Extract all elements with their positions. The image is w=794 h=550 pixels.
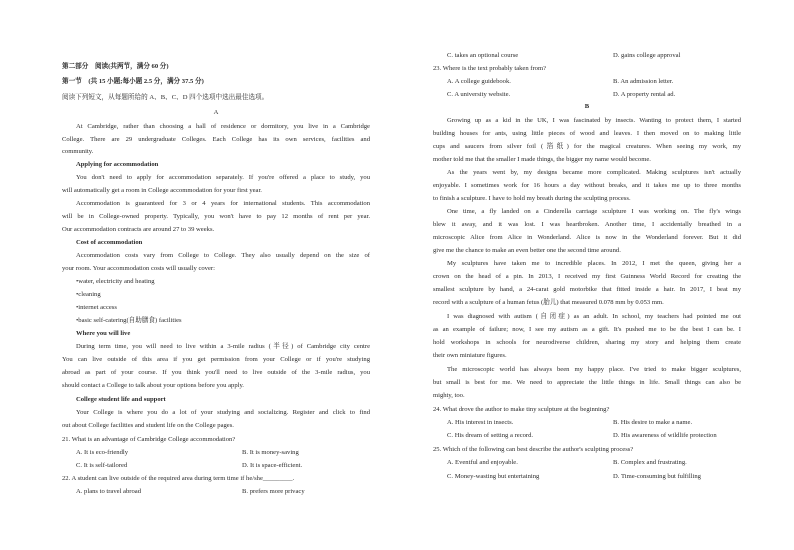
- bullet-item: •basic self-catering(自助膳食) facilities: [76, 317, 182, 324]
- q21-option-a: A. It is eco-friendly: [76, 449, 128, 456]
- passage-line: blew it away, and it was lost. I was heartbroken. Another time, I accidentally breathed in a: [433, 221, 741, 228]
- passage-line: to finish a sculpture. I have to hold my breath during the sculpting process.: [433, 195, 631, 202]
- passage-line: During term time, you will need to live within a 3-mile radius (半径) of Cambridge city centre: [76, 343, 370, 350]
- passage-line: record with a sculpture of a human fetus (胎儿) that measured 0.078 mm by 0.053 mm.: [433, 299, 664, 306]
- passage-line: mighty, too.: [433, 392, 465, 399]
- passage-line: out about College facilities and student life on the College pages.: [62, 422, 234, 429]
- passage-line: Accommodation is guaranteed for 3 or 4 years for international students. This accommodation: [76, 200, 370, 207]
- q25-option-d: D. Time-consuming but fulfilling: [613, 473, 701, 480]
- q24-option-a: A. His interest in insects.: [447, 419, 514, 426]
- q23-option-d: D. A property rental ad.: [613, 91, 676, 98]
- passage-line: One time, a fly landed on a Cinderella carriage sculpture I was working on. The fly's wings: [447, 208, 741, 215]
- passage-line: microscopic Alice from Alice in Wonderland. Alice is now in the Wonderland forever. But it did: [433, 234, 741, 241]
- passage-line: their own miniature figures.: [433, 352, 507, 359]
- instruction: 阅读下列短文，从每题所给的 A、B、C、D 四个选项中选出最佳选项。: [62, 94, 269, 101]
- passage-line: as an example of failure; now, I see my autism as a gift. It's pushed me to be the best I can be. I: [433, 326, 741, 333]
- passage-line: College. There are 29 undergraduate Colleges. Each College has its own services, facilities and: [62, 136, 370, 143]
- q24-option-c: C. His dream of setting a record.: [447, 432, 534, 439]
- q22-option-d: D. gains college approval: [613, 52, 681, 59]
- passage-line: smallest sculpture by hand, a 24-carat gold motorbike that fitted inside a hair. In 2017, I beat my: [433, 286, 741, 293]
- bullet-item: •internet access: [76, 304, 117, 311]
- q21-option-d: D. It is space-efficient.: [242, 462, 303, 469]
- question-21: 21. What is an advantage of Cambridge College accommodation?: [62, 436, 236, 443]
- question-23: 23. Where is the text probably taken from?: [433, 65, 547, 72]
- passage-line: give me the chance to make an even better one the second time around.: [433, 247, 621, 254]
- q22-option-c: C. takes an optional course: [447, 52, 519, 59]
- passage-line: Growing up as a kid in the UK, I was fascinated by insects. Wanting to protect them, I started: [447, 117, 741, 124]
- part-header: 第一节 (共 15 小题;每小题 2.5 分，满分 37.5 分): [62, 78, 204, 85]
- passage-line: but small is best for me. We need to appreciate the little things in life. Small things can also be: [433, 379, 741, 386]
- q21-option-b: B. It is money-saving: [242, 449, 299, 456]
- q22-option-b: B. prefers more privacy: [242, 488, 305, 495]
- passage-line: Our accommodation contracts are around 27 to 39 weeks.: [62, 226, 215, 233]
- passage-line: You don't need to apply for accommodation separately. If you're offered a place to study, you: [76, 174, 370, 181]
- q23-option-a: A. A college guidebook.: [447, 78, 511, 85]
- passage-line: I was diagnosed with autism (自闭症) as an adult. In school, my teachers had pointed me out: [447, 313, 741, 320]
- passage-line: enjoyable. I sometimes work for 16 hours a day without breaks, and it takes me up to three months: [433, 182, 741, 189]
- q25-option-b: B. Complex and frustrating.: [613, 459, 687, 466]
- passage-line: abroad as part of your course. If you think you'll need to live outside of the 3-mile radius, you: [62, 369, 370, 376]
- question-22: 22. A student can live outside of the required area during term time if he/she_________.: [62, 475, 295, 482]
- passage-line: hold workshops in schools for neurodiverse children, sharing my story and helping them create: [433, 339, 741, 346]
- passage-line: Accommodation costs vary from College to College. They also usually depend on the size of: [76, 252, 370, 259]
- q24-option-d: D. His awareness of wildlife protection: [613, 432, 717, 439]
- passage-line: crown on the head of a pin. In 2013, I received my first Guinness World Record for creating the: [433, 273, 741, 280]
- question-25: 25. Which of the following can best describe the author's sculpting process?: [433, 446, 634, 453]
- passage-line: My sculptures have taken me to incredible places. In 2012, I met the queen, giving her a: [447, 260, 741, 267]
- q25-option-c: C. Money-wasting but entertaining: [447, 473, 540, 480]
- passage-b-label: B: [584, 103, 590, 110]
- q23-option-b: B. An admission letter.: [613, 78, 674, 85]
- bullet-item: •cleaning: [76, 291, 101, 298]
- passage-line: You can live outside of this area if you get permission from your College or if you're studying: [62, 356, 370, 363]
- passage-line: will automatically get a room in College accommodation for your first year.: [62, 187, 262, 194]
- heading-cost: Cost of accommodation: [76, 239, 143, 246]
- question-24: 24. What drove the author to make tiny sculpture at the beginning?: [433, 406, 610, 413]
- passage-line: At Cambridge, rather than choosing a hall of residence or dormitory, you live in a Cambridge: [76, 123, 370, 130]
- q22-option-a: A. plans to travel abroad: [76, 488, 142, 495]
- q25-option-a: A. Eventful and enjoyable.: [447, 459, 518, 466]
- passage-line: community.: [62, 148, 94, 155]
- passage-line: your room. Your accommodation costs will usually cover:: [62, 265, 215, 272]
- passage-line: As the years went by, my designs became more complicated. Making sculptures isn't actually: [447, 169, 741, 176]
- passage-line: building houses for ants, using little pieces of wood and leaves. I then moved on to making little: [433, 130, 741, 137]
- heading-applying: Applying for accommodation: [76, 161, 159, 168]
- section-header: 第二部分 阅读(共两节，满分 60 分): [62, 63, 169, 70]
- passage-line: will be in College-owned property. Typically, you won't have to pay 12 months of rent per year.: [62, 213, 370, 220]
- heading-where: Where you will live: [76, 330, 131, 337]
- passage-line: The microscopic world has always been my happy place. I've tried to make bigger sculptures,: [447, 366, 741, 373]
- bullet-item: •water, electricity and heating: [76, 278, 155, 285]
- passage-line: should contact a College to talk about your options before you apply.: [62, 382, 244, 389]
- passage-line: cups and saucers from silver foil (箔纸) for the magical creatures. When seeing my work, my: [433, 143, 741, 150]
- q24-option-b: B. His desire to make a name.: [613, 419, 693, 426]
- heading-student-life: College student life and support: [76, 396, 166, 403]
- passage-line: mother told me that the smaller I made things, the bigger my name would become.: [433, 156, 651, 163]
- q21-option-c: C. It is self-tailored: [76, 462, 128, 469]
- passage-line: Your College is where you do a lot of your studying and socializing. Register and click to find: [76, 409, 370, 416]
- q23-option-c: C. A university website.: [447, 91, 511, 98]
- passage-a-label: A: [213, 109, 219, 116]
